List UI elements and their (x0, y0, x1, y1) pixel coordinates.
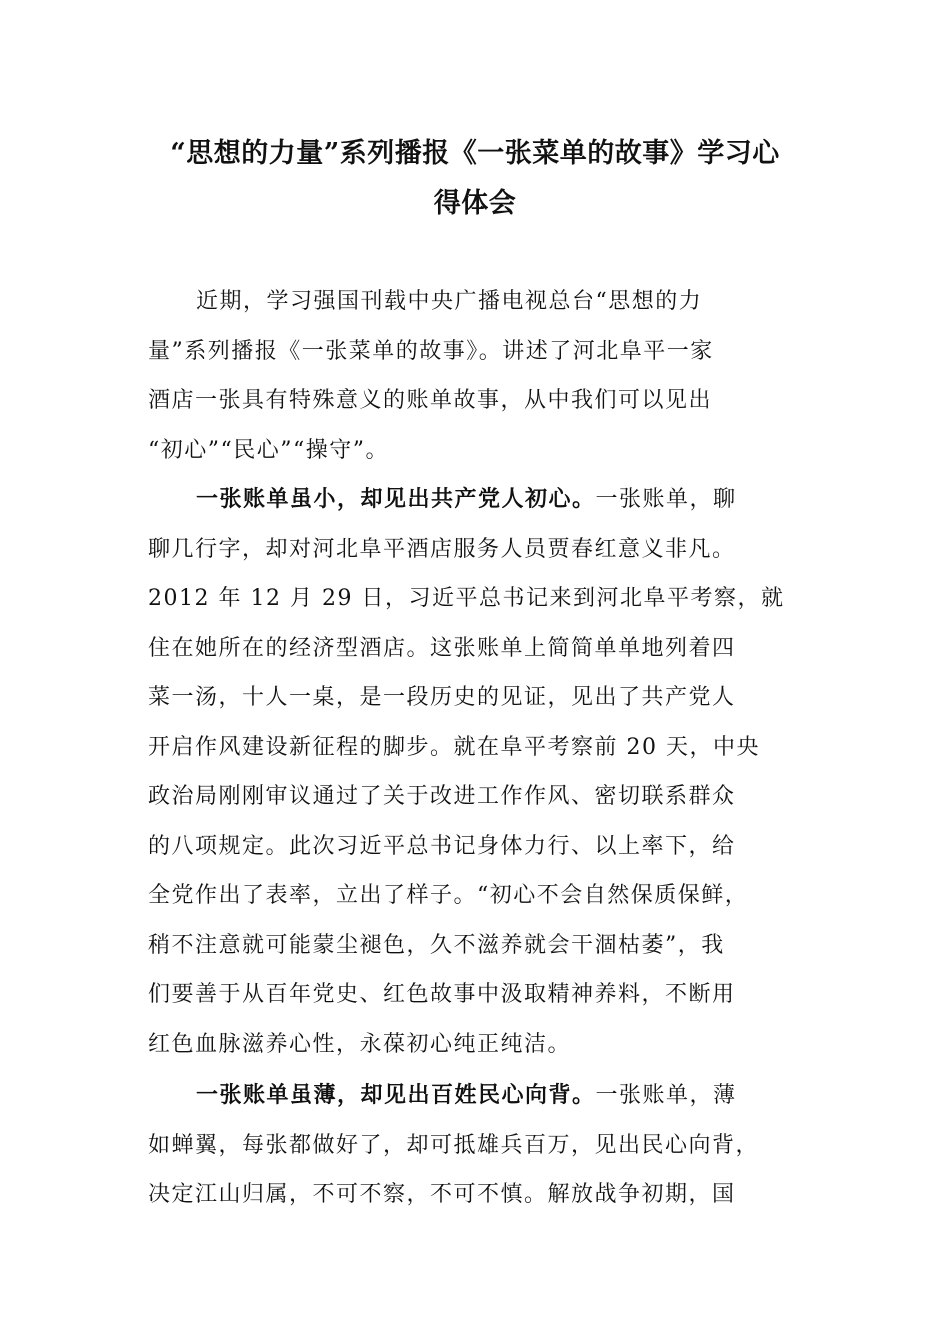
paragraph-public-support (148, 1071, 808, 1220)
paragraph-line: 们要善于从百年党史、红色故事中汲取精神养料，不断用 (148, 982, 736, 1007)
paragraph-lead-sentence: 一张账单虽薄，却见出百姓民心向背。 (196, 1082, 596, 1108)
document-title-line-2: 得体会 (433, 188, 517, 219)
document-title-line-1: “思想的力量”系列播报《一张菜单的故事》学习心 (170, 138, 780, 169)
paragraph-first-line (148, 1071, 808, 1121)
paragraph-line: 量”系列播报《一张菜单的故事》。讲述了河北阜平一家 (148, 338, 714, 364)
paragraph-first-line-rest: 一张账单，聊 (595, 487, 737, 512)
paragraph-first-line (148, 475, 808, 525)
paragraph-initial-aspiration (148, 475, 808, 1069)
paragraph-line: 政治局刚刚审议通过了关于改进工作作风、密切联系群众 (148, 784, 736, 809)
paragraph-lead-sentence: 一张账单虽小，却见出共产党人初心。 (196, 486, 596, 512)
paragraph-line: 的八项规定。此次习近平总书记身体力行、以上率下，给 (148, 833, 736, 859)
paragraph-line: 住在她所在的经济型酒店。这张账单上简简单单地列着四 (148, 635, 736, 661)
paragraph-line: “初心”“民心”“操守”。 (148, 437, 389, 463)
paragraph-line: 全党作出了表率，立出了样子。“初心不会自然保质保鲜， (148, 883, 749, 908)
paragraph-line: 聊几行字，却对河北阜平酒店服务人员贾春红意义非凡。 (148, 536, 736, 562)
paragraph-line: 酒店一张具有特殊意义的账单故事，从中我们可以见出 (148, 388, 713, 413)
paragraph-line: 2012 年 12 月 29 日，习近平总书记来到河北阜平考察，就 (148, 586, 785, 611)
paragraph-line: 决定江山归属，不可不察，不可不慎。解放战争初期，国 (148, 1182, 736, 1207)
paragraph-line: 稍不注意就可能蒙尘褪色，久不滋养就会干涸枯萎”，我 (148, 932, 725, 958)
paragraph-line: 红色血脉滋养心性，永葆初心纯正纯洁。 (148, 1031, 572, 1057)
paragraph-line: 菜一汤，十人一桌，是一段历史的见证，见出了共产党人 (148, 685, 736, 710)
paragraph-line: 近期，学习强国刊载中央广播电视总台“思想的力 (196, 289, 703, 314)
paragraph-first-line-rest: 一张账单，薄 (595, 1083, 737, 1108)
paragraph-line: 开启作风建设新征程的脚步。就在阜平考察前 20 天，中央 (148, 734, 760, 760)
paragraph-line: 如蝉翼，每张都做好了，却可抵雄兵百万，见出民心向背， (148, 1132, 760, 1158)
paragraph-intro (148, 277, 808, 475)
